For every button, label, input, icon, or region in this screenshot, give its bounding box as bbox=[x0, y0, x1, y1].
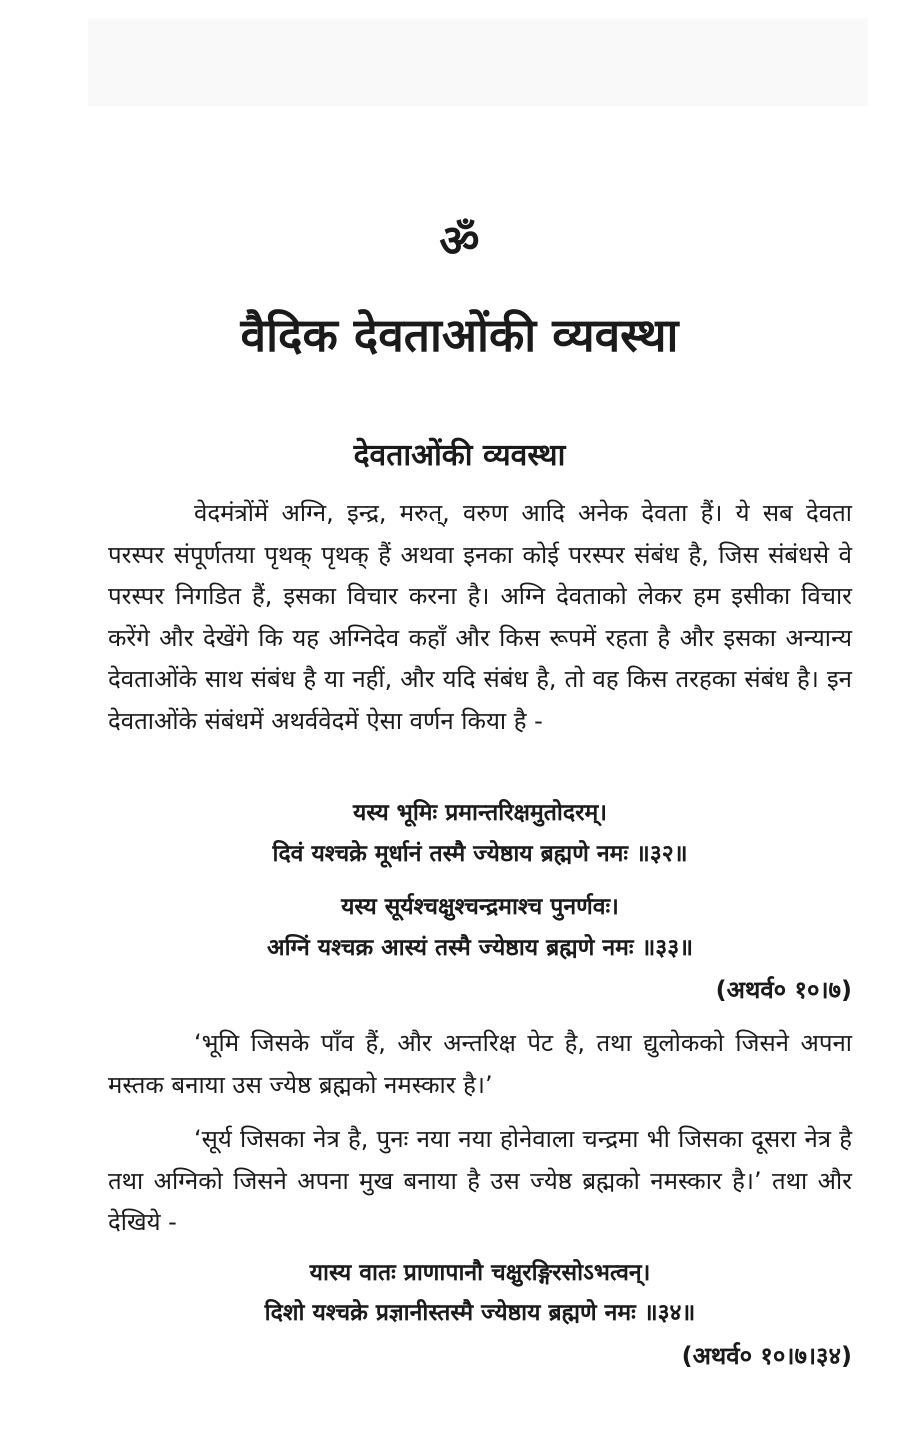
section-title: देवताओंकी व्यवस्था bbox=[353, 438, 566, 473]
body-paragraph: वेदमंत्रोंमें अग्नि, इन्द्र, मरुत्, वरुण आदि अनेक देवता हैं। ये सब देवता परस्पर संपूर्णतया पृथक् पृथक् हैं अथवा इनका कोई परस्पर संबंध है, जिस संबंधसे वे परस्पर निगडित हैं, इसका विचार करना है। अग्नि देवताको लेकर हम इसीका विचार करेंगे और देखेंगे कि यह अग्निदेव कहाँ और किस रूपमें रहता है और इसका अन्यान्य देवताओंके साथ संबंध है या नहीं, और यदि संबंध है, तो वह किस तरहका संबंध है। इन देवताओंके संबंधमें अथर्ववेदमें ऐसा वर्णन किया है - bbox=[108, 499, 852, 735]
verse-line: यस्य भूमिः प्रमान्तरिक्षमुतोदरम्। bbox=[353, 800, 607, 826]
verse-line: दिशो यश्चक्रे प्रज्ञानीस्तस्मै ज्येष्ठाय ब्रह्मणे नमः ॥३४॥ bbox=[264, 1300, 696, 1326]
verse-line: यस्य सूर्यश्चक्षुश्चन्द्रमाश्च पुनर्णवः। bbox=[341, 894, 619, 920]
header-band bbox=[88, 18, 868, 106]
body-paragraph: ‘भूमि जिसके पाँव हैं, और अन्तरिक्ष पेट है, तथा द्युलोकको जिसने अपना मस्तक बनाया उस ज्येष्ठ ब्रह्मको नमस्कार है।’ bbox=[108, 1029, 852, 1099]
citation: (अथर्व० १०।७) bbox=[715, 976, 852, 1004]
verse-line: अग्निं यश्चक्र आस्यं तस्मै ज्येष्ठाय ब्रह्मणे नमः ॥३३॥ bbox=[267, 935, 693, 961]
om-symbol: ॐ bbox=[439, 216, 480, 267]
page-title: वैदिक देवताओंकी व्यवस्था bbox=[240, 308, 679, 362]
citation: (अथर्व० १०।७।३४) bbox=[681, 1342, 852, 1370]
verse-line: दिवं यश्चक्रे मूर्धानं तस्मै ज्येष्ठाय ब्रह्मणे नमः ॥३२॥ bbox=[272, 841, 688, 867]
verse-line: यास्य वातः प्राणापानौ चक्षुरङ्गिरसोऽभत्वन्। bbox=[309, 1260, 651, 1286]
body-paragraph: ‘सूर्य जिसका नेत्र है, पुनः नया नया होनेवाला चन्द्रमा भी जिसका दूसरा नेत्र है तथा अग्निको जिसने अपना मुख बनाया है उस ज्येष्ठ ब्रह्मको नमस्कार है।’ तथा और देखिये - bbox=[108, 1125, 852, 1236]
